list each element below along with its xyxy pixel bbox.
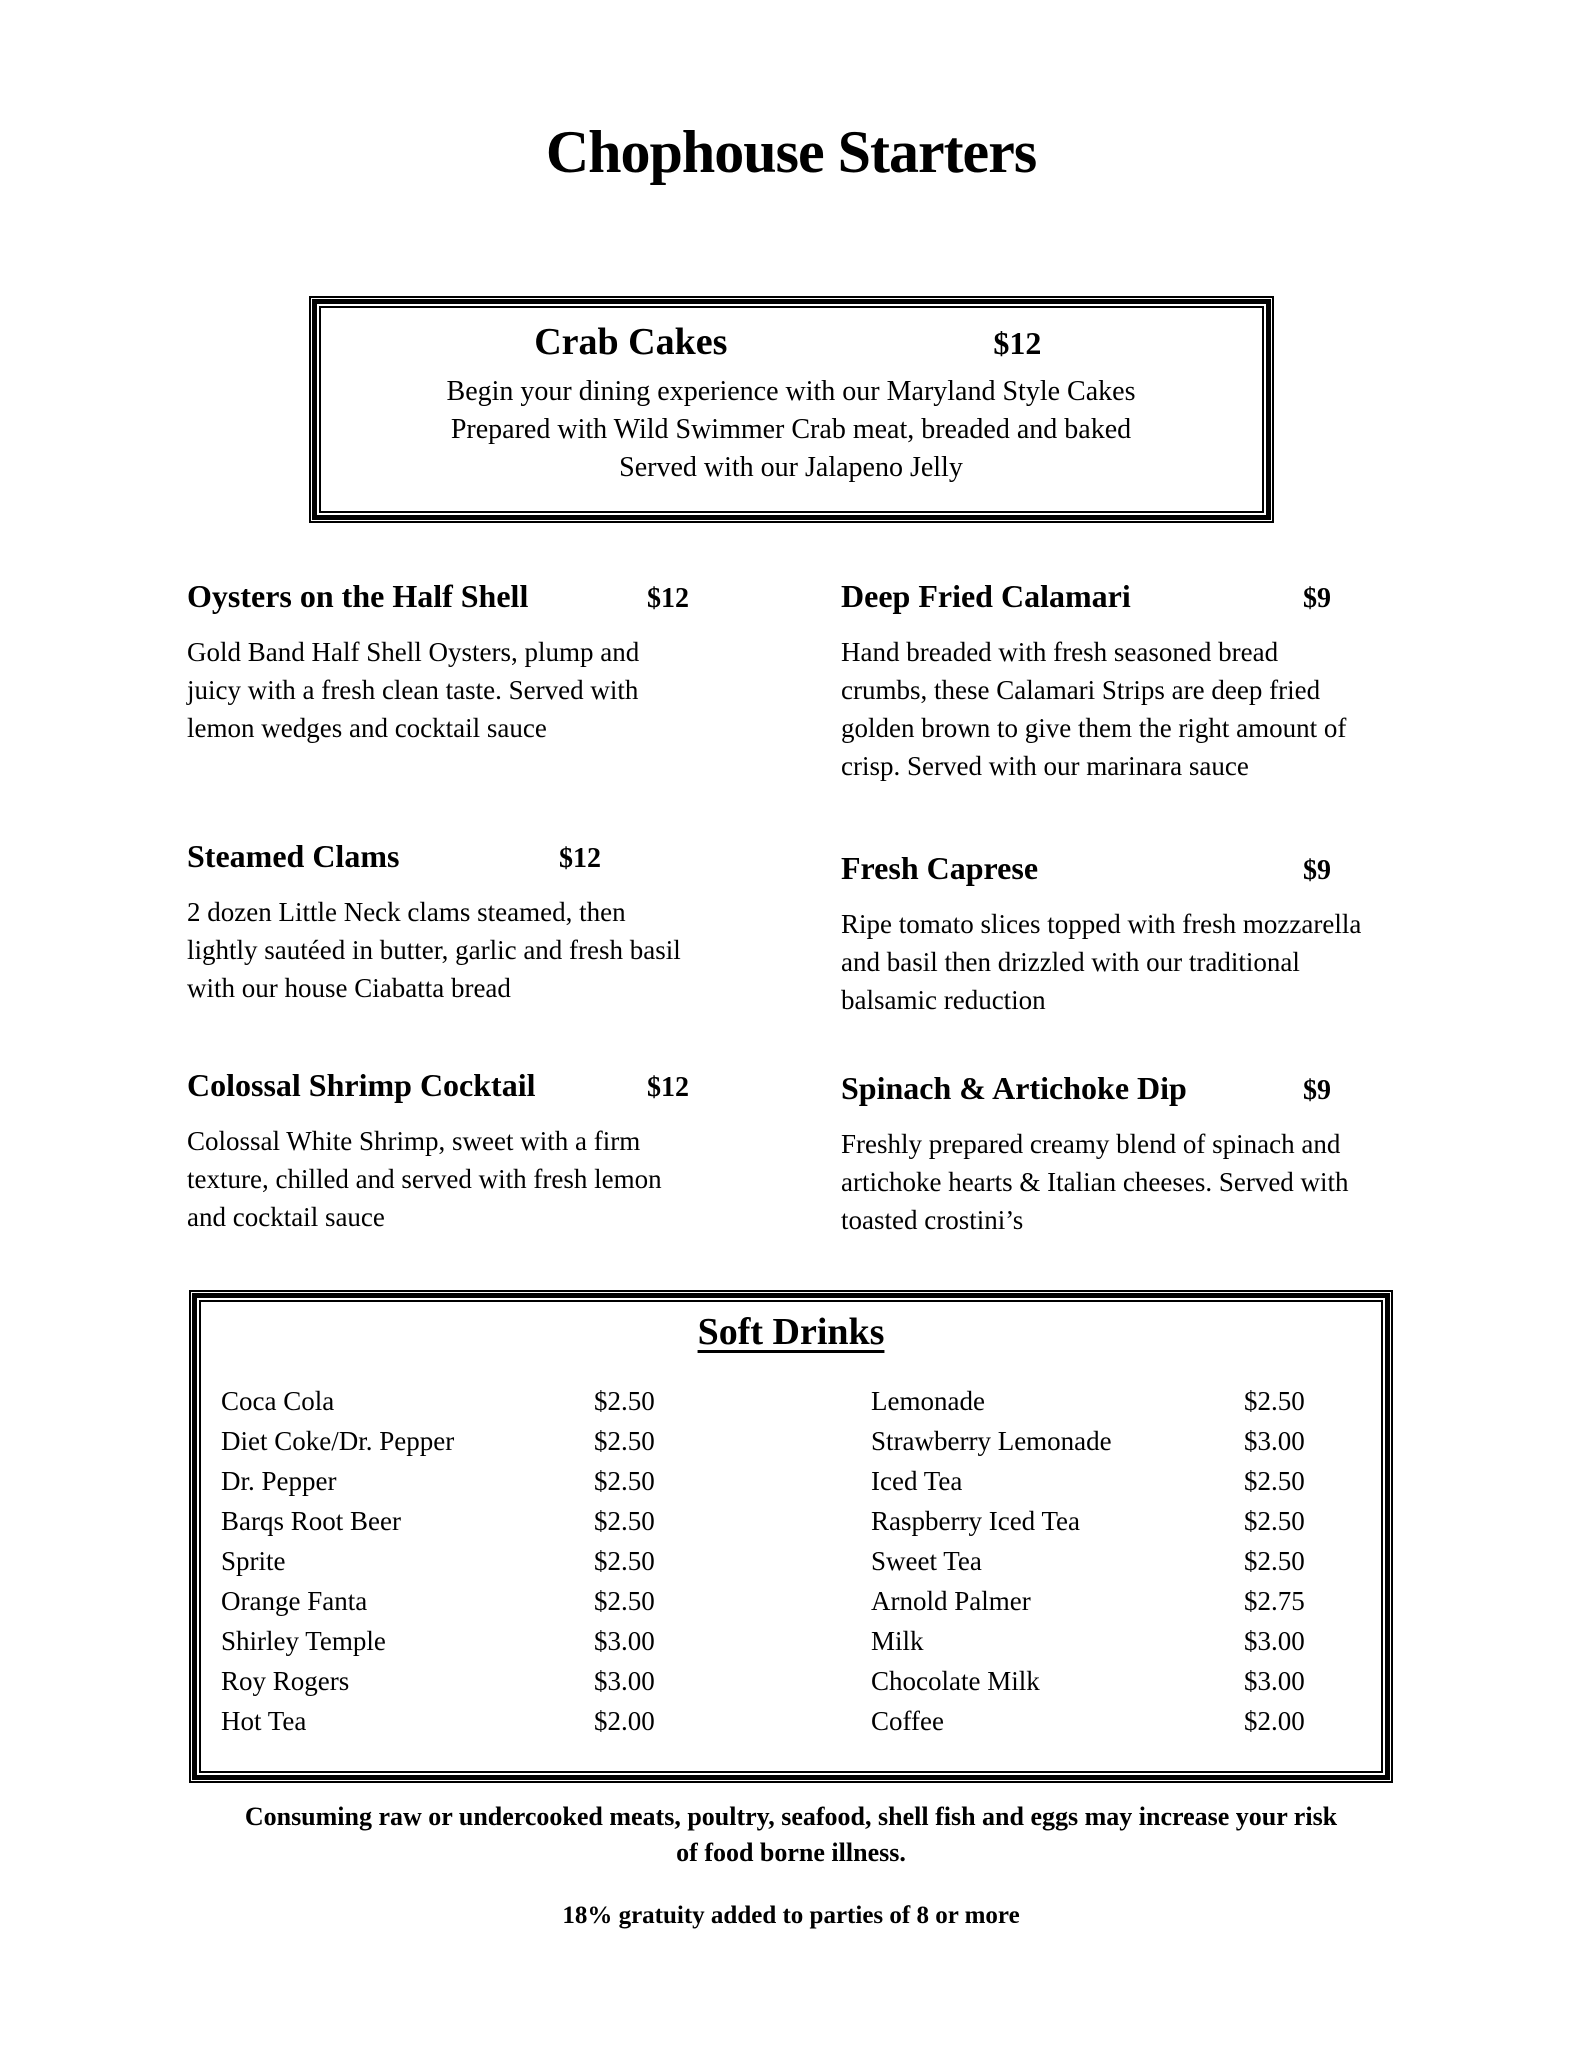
featured-item-description — [333, 373, 1250, 487]
drink-name: Strawberry Lemonade — [871, 1426, 1112, 1456]
soft-drinks-title: Soft Drinks — [697, 1311, 885, 1353]
drink-price: $3.00 — [594, 1626, 655, 1656]
drink-row — [221, 1541, 671, 1581]
item-name: Deep Fried Calamari — [841, 578, 1131, 614]
drink-row — [871, 1381, 1321, 1421]
item-description: Hand breaded with fresh seasoned bread crumbs, these Calamari Strips are deep fried golden brown to give them the right amount of crisp. Served with our marinara sauce — [841, 637, 1347, 781]
item-name: Spinach & Artichoke Dip — [841, 1070, 1187, 1106]
drink-row — [871, 1621, 1321, 1661]
drink-name: Hot Tea — [221, 1706, 307, 1736]
item-price: $9 — [1303, 855, 1331, 886]
drink-name: Roy Rogers — [221, 1666, 350, 1696]
featured-description-line: Begin your dining experience with our Maryland Style Cakes — [446, 376, 1136, 407]
drink-row — [871, 1461, 1321, 1501]
starters-right-column — [841, 573, 1369, 1239]
drink-name: Dr. Pepper — [221, 1466, 337, 1496]
drink-price: $3.00 — [1244, 1666, 1305, 1696]
gratuity-text: 18% gratuity added to parties of 8 or more — [562, 1902, 1020, 1929]
featured-description-line: Served with our Jalapeno Jelly — [619, 452, 963, 483]
drink-price: $2.50 — [594, 1426, 655, 1456]
menu-item-steamed-clams — [187, 833, 697, 1007]
drink-price: $2.00 — [1244, 1706, 1305, 1736]
drink-price: $2.50 — [1244, 1506, 1305, 1536]
drink-price: $2.50 — [1244, 1386, 1305, 1416]
drink-name: Coca Cola — [221, 1386, 335, 1416]
drink-row — [871, 1581, 1321, 1621]
drink-name: Milk — [871, 1626, 924, 1656]
drink-row — [871, 1701, 1321, 1741]
drink-price: $2.50 — [1244, 1546, 1305, 1576]
featured-description-line: Prepared with Wild Swimmer Crab meat, breaded and baked — [450, 414, 1132, 445]
drink-row — [871, 1661, 1321, 1701]
menu-item-caprese — [841, 845, 1369, 1019]
menu-item-oysters — [187, 573, 697, 747]
item-name: Oysters on the Half Shell — [187, 578, 529, 614]
drink-row — [221, 1501, 671, 1541]
drink-name: Raspberry Iced Tea — [871, 1506, 1081, 1536]
soft-drinks-left-column — [221, 1381, 671, 1741]
menu-item-spinach-artichoke-dip — [841, 1065, 1369, 1239]
drink-price: $2.50 — [1244, 1466, 1305, 1496]
soft-drinks-right-column — [871, 1381, 1321, 1741]
drink-row — [221, 1701, 671, 1741]
drink-row — [221, 1381, 671, 1421]
drink-name: Shirley Temple — [221, 1626, 386, 1656]
starters-section — [187, 573, 1582, 1239]
drink-name: Iced Tea — [871, 1466, 963, 1496]
drink-price: $2.00 — [594, 1706, 655, 1736]
drink-name: Orange Fanta — [221, 1586, 368, 1616]
page-title: Chophouse Starters — [545, 119, 1037, 185]
menu-item-header — [187, 573, 697, 619]
drink-price: $2.75 — [1244, 1586, 1305, 1616]
drink-row — [221, 1581, 671, 1621]
soft-drinks-mid-border — [192, 1293, 1390, 1780]
item-price: $9 — [1303, 583, 1331, 614]
drink-name: Sweet Tea — [871, 1546, 982, 1576]
drink-row — [871, 1541, 1321, 1581]
disclaimer-text — [141, 1799, 1441, 1871]
menu-item-header — [187, 1062, 697, 1108]
drink-price: $2.50 — [594, 1546, 655, 1576]
featured-item-price: $12 — [993, 325, 1042, 361]
featured-item-box — [309, 296, 1274, 523]
menu-item-header — [841, 1065, 1369, 1111]
disclaimer-line: Consuming raw or undercooked meats, poultry, seafood, shell fish and eggs may increase your risk — [244, 1802, 1338, 1831]
item-name: Colossal Shrimp Cocktail — [187, 1067, 536, 1103]
drink-price: $3.00 — [1244, 1426, 1305, 1456]
menu-item-header — [841, 845, 1369, 891]
menu-item-header — [187, 833, 697, 879]
item-description: Colossal White Shrimp, sweet with a firm texture, chilled and served with fresh lemon and cocktail sauce — [187, 1126, 662, 1232]
drink-name: Barqs Root Beer — [221, 1506, 401, 1536]
drink-price: $2.50 — [594, 1586, 655, 1616]
featured-item-name: Crab Cakes — [534, 321, 728, 363]
soft-drinks-list — [201, 1381, 1381, 1741]
item-description: 2 dozen Little Neck clams steamed, then lightly sautéed in butter, garlic and fresh basil with our house Ciabatta bread — [187, 897, 681, 1003]
item-name: Fresh Caprese — [841, 850, 1039, 886]
drink-price: $2.50 — [594, 1466, 655, 1496]
soft-drinks-inner-border — [199, 1300, 1383, 1773]
drink-price: $3.00 — [594, 1666, 655, 1696]
item-price: $9 — [1303, 1075, 1331, 1106]
drink-name: Chocolate Milk — [871, 1666, 1040, 1696]
menu-item-shrimp-cocktail — [187, 1062, 697, 1236]
item-name: Steamed Clams — [187, 838, 400, 874]
featured-box-mid-border — [312, 299, 1271, 520]
drink-row — [221, 1421, 671, 1461]
menu-item-header — [841, 573, 1369, 619]
starters-left-column — [187, 573, 697, 1239]
drink-row — [871, 1421, 1321, 1461]
drink-name: Sprite — [221, 1546, 286, 1576]
drink-row — [221, 1661, 671, 1701]
item-description: Ripe tomato slices topped with fresh mozzarella and basil then drizzled with our traditional balsamic reduction — [841, 909, 1362, 1015]
soft-drinks-box — [189, 1290, 1393, 1783]
drink-name: Coffee — [871, 1706, 944, 1736]
drink-price: $2.50 — [594, 1386, 655, 1416]
drink-price: $2.50 — [594, 1506, 655, 1536]
drink-row — [221, 1461, 671, 1501]
item-description: Freshly prepared creamy blend of spinach and artichoke hearts & Italian cheeses. Served with toasted crostini’s — [841, 1129, 1349, 1235]
disclaimer-line: of food borne illness. — [676, 1838, 906, 1867]
drink-name: Lemonade — [871, 1386, 985, 1416]
item-price: $12 — [647, 1072, 689, 1103]
featured-box-inner-border — [319, 306, 1264, 513]
featured-item-header — [333, 316, 1250, 369]
drink-row — [221, 1621, 671, 1661]
item-price: $12 — [559, 843, 601, 874]
drink-name: Diet Coke/Dr. Pepper — [221, 1426, 455, 1456]
drink-name: Arnold Palmer — [871, 1586, 1031, 1616]
drink-row — [871, 1501, 1321, 1541]
drink-price: $3.00 — [1244, 1626, 1305, 1656]
item-price: $12 — [647, 583, 689, 614]
item-description: Gold Band Half Shell Oysters, plump and juicy with a fresh clean taste. Served with lemon wedges and cocktail sauce — [187, 637, 640, 743]
menu-item-calamari — [841, 573, 1369, 785]
